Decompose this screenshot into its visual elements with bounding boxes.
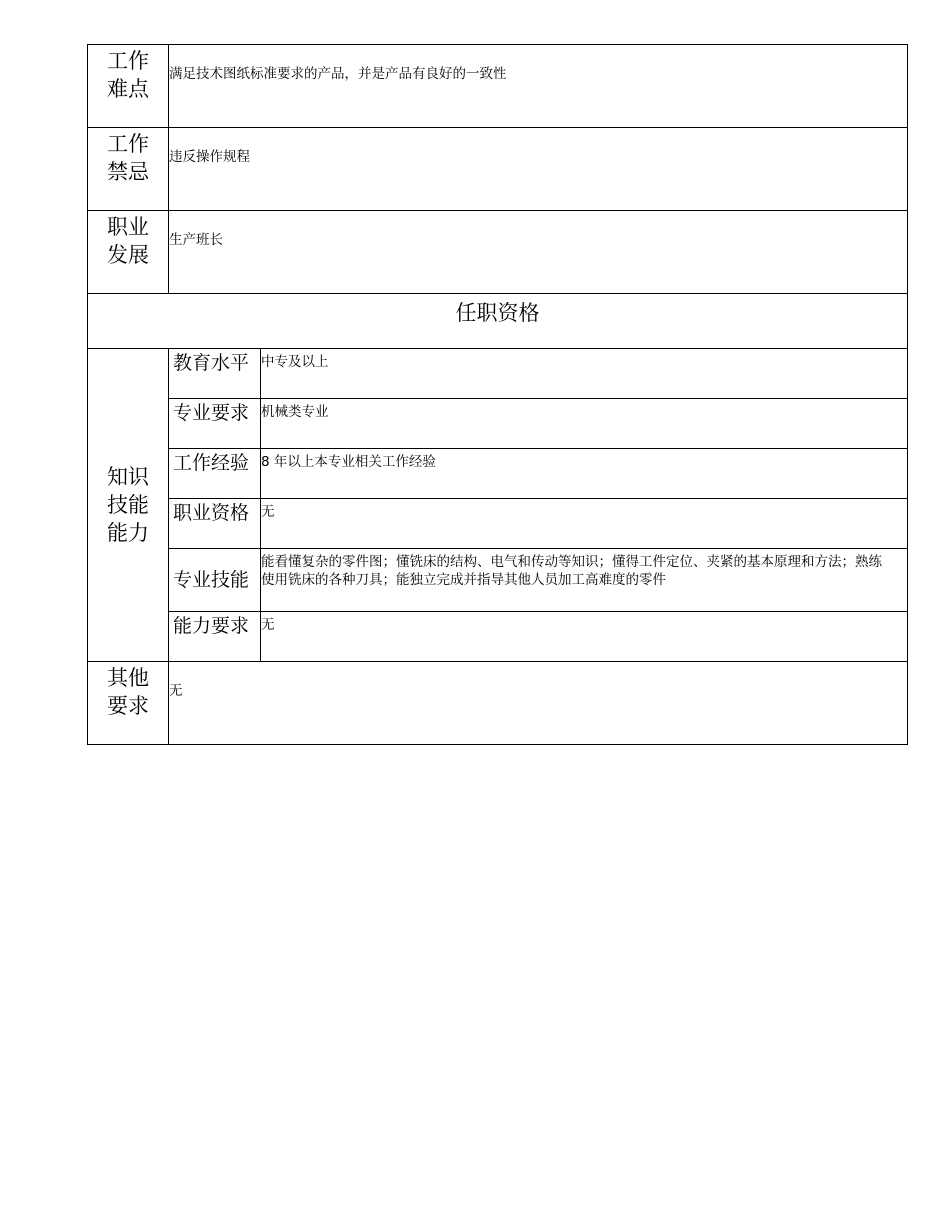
qualification-row-skills [88, 549, 908, 612]
major-requirement-label: 专业要求 [169, 399, 261, 449]
work-taboo-label [88, 128, 169, 211]
group-label-line2: 技能 [107, 493, 149, 517]
career-development-label-line1: 职业 [107, 215, 149, 239]
work-experience-value: 8 年以上本专业相关工作经验 [261, 449, 908, 499]
row-work-taboo [88, 128, 908, 211]
career-development-value: 生产班长 [169, 211, 908, 294]
group-label-line1: 知识 [107, 465, 149, 489]
row-qualifications-title [88, 294, 908, 349]
job-description-table [87, 44, 908, 745]
qualification-row-education [88, 349, 908, 399]
professional-qualification-value: 无 [261, 499, 908, 549]
work-difficulty-value: 满足技术图纸标准要求的产品，并是产品有良好的一致性 [169, 45, 908, 128]
work-difficulty-label-line2: 难点 [107, 77, 149, 101]
other-requirements-label-line1: 其他 [107, 666, 149, 690]
professional-skills-value: 能看懂复杂的零件图；懂铣床的结构、电气和传动等知识；懂得工件定位、夹紧的基本原理和方法；熟练使用铣床的各种刀具；能独立完成并指导其他人员加工高难度的零件 [261, 549, 908, 612]
qualification-row-certification [88, 499, 908, 549]
career-development-label-line2: 发展 [107, 243, 149, 267]
other-requirements-value: 无 [169, 662, 908, 745]
qualification-row-major [88, 399, 908, 449]
ability-requirement-value: 无 [261, 612, 908, 662]
qualification-row-experience [88, 449, 908, 499]
qualification-row-ability [88, 612, 908, 662]
work-difficulty-label-line1: 工作 [107, 49, 149, 73]
work-taboo-label-line2: 禁忌 [107, 160, 149, 184]
row-work-difficulty [88, 45, 908, 128]
work-taboo-value: 违反操作规程 [169, 128, 908, 211]
professional-qualification-label: 职业资格 [169, 499, 261, 549]
work-difficulty-label [88, 45, 169, 128]
qualifications-section-title: 任职资格 [88, 294, 908, 349]
ability-requirement-label: 能力要求 [169, 612, 261, 662]
work-taboo-label-line1: 工作 [107, 132, 149, 156]
education-level-value: 中专及以上 [261, 349, 908, 399]
knowledge-skills-ability-label [88, 349, 169, 662]
other-requirements-label-line2: 要求 [107, 694, 149, 718]
career-development-label [88, 211, 169, 294]
work-experience-label: 工作经验 [169, 449, 261, 499]
row-other-requirements [88, 662, 908, 745]
education-level-label: 教育水平 [169, 349, 261, 399]
row-career-development [88, 211, 908, 294]
major-requirement-value: 机械类专业 [261, 399, 908, 449]
professional-skills-label: 专业技能 [169, 549, 261, 612]
other-requirements-label [88, 662, 169, 745]
group-label-line3: 能力 [107, 521, 149, 545]
